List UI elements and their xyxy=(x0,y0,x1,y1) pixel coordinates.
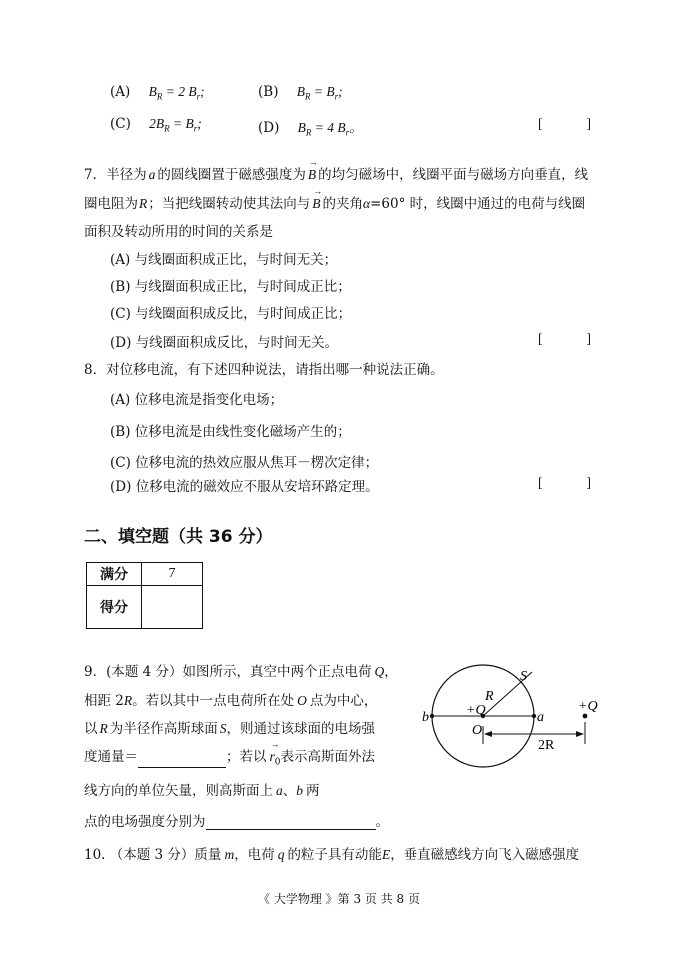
q9-line4 xyxy=(84,745,375,768)
q9-field-blank[interactable] xyxy=(206,815,376,830)
q7-stem-line3: 面积及转动所用的时间的关系是 xyxy=(84,224,273,240)
answer-bracket-q8[interactable] xyxy=(538,475,591,491)
option-label: (A) xyxy=(110,84,131,100)
option-text: 位移电流是指变化电场； xyxy=(134,392,284,408)
arrowhead-right xyxy=(576,731,584,737)
label-plusQ-right: +Q xyxy=(578,699,598,714)
bracket-right: ] xyxy=(586,331,591,346)
q6-option-c xyxy=(110,116,202,134)
q10-var-q: q xyxy=(277,847,285,862)
q7-var-alpha: α xyxy=(363,196,371,211)
q9-line5 xyxy=(84,779,320,799)
option-label: (B) xyxy=(110,424,131,440)
label-R: R xyxy=(485,689,494,704)
label-b: b xyxy=(422,710,429,725)
bracket-right: ] xyxy=(586,116,591,131)
q9-text: 为半径作高斯球面 xyxy=(109,721,218,737)
q9-text: ；若以 xyxy=(226,749,267,765)
q7-text: ；当把线圈转动使其法向与 xyxy=(148,196,311,212)
q7-var-B-vector: → B xyxy=(308,167,316,183)
option-label: (A) xyxy=(110,392,131,408)
option-label: (B) xyxy=(110,279,131,295)
label-S: S xyxy=(520,669,527,684)
option-label: (C) xyxy=(110,306,131,322)
bracket-right: ] xyxy=(586,475,591,490)
q9-text: 点的电场强度分别为 xyxy=(84,814,206,830)
q9-text: 点为中心， xyxy=(309,693,378,709)
q10-text: ，电荷 xyxy=(234,847,275,863)
answer-bracket-q7[interactable] xyxy=(538,331,591,347)
point-b xyxy=(430,714,434,718)
q10-text: 的粒子具有动能 xyxy=(287,847,382,863)
q9-var-a: a xyxy=(276,783,283,798)
q9-var-R: R xyxy=(123,693,133,708)
label-2R: 2R xyxy=(538,738,555,753)
option-text: 位移电流的热效应服从焦耳－楞次定律； xyxy=(135,455,379,471)
label-a: a xyxy=(537,710,544,725)
q9-text: 两 xyxy=(306,783,320,799)
q9-flux-blank[interactable] xyxy=(138,753,226,768)
q9-text: 以 xyxy=(84,721,98,737)
q9-text: 相距 2 xyxy=(84,693,124,709)
got-score-value[interactable] xyxy=(142,586,203,629)
q10-text: 10. （本题 3 分）质量 xyxy=(84,847,222,863)
q7-option-b xyxy=(110,275,351,295)
charge-right-dot xyxy=(583,714,588,719)
page-footer: 《 大学物理 》第 3 页 共 8 页 xyxy=(258,892,420,906)
option-label: (D) xyxy=(110,479,132,495)
q9-text: 度通量＝ xyxy=(84,749,138,765)
option-text: $B_R = 4$ $B_r$。 xyxy=(297,120,363,138)
q9-gauss-sphere-diagram xyxy=(410,660,630,780)
option-text: $B_R = B_r$; xyxy=(296,84,343,102)
q7-var-R: R xyxy=(139,196,148,211)
q9-var-R: R xyxy=(99,721,108,736)
q9-line2 xyxy=(84,689,377,709)
q9-line1 xyxy=(84,660,398,680)
q8-stem: 8．对位移电流，有下述四种说法，请指出哪一种说法正确。 xyxy=(84,362,444,378)
option-text: 位移电流是由线性变化磁场产生的； xyxy=(134,424,351,440)
q7-text: 圈电阻为 xyxy=(84,196,138,212)
q9-var-S: S xyxy=(219,721,227,736)
label-plusQ-left: +Q xyxy=(466,703,486,718)
point-a xyxy=(532,714,536,718)
q10-stem xyxy=(84,843,579,863)
q9-text: 9．(本题 4 分）如图所示，真空中两个正点电荷 xyxy=(84,664,372,680)
q7-text: =60° 时，线圈中通过的电荷与线圈 xyxy=(370,196,586,212)
q7-option-a xyxy=(110,248,337,268)
q8-option-b xyxy=(110,420,351,440)
got-score-label: 得分 xyxy=(87,586,142,629)
q7-stem-line1 xyxy=(84,163,588,183)
q7-option-c xyxy=(110,302,351,322)
q9-sub-0: 0 xyxy=(274,757,281,768)
label-O: O xyxy=(472,723,483,738)
option-text: 与线圈面积成正比，与时间无关； xyxy=(134,252,338,268)
full-score-value: 7 xyxy=(142,563,203,586)
q9-text: 、 xyxy=(282,783,297,799)
option-text: $B_R = 2$ $B_r$; xyxy=(148,84,205,102)
score-table xyxy=(86,562,203,629)
q9-text: ， xyxy=(384,664,398,680)
option-label: (B) xyxy=(258,84,279,100)
option-label: (D) xyxy=(110,335,132,351)
q7-text: 的均匀磁场中，线圈平面与磁场方向垂直，线 xyxy=(318,167,589,183)
answer-bracket-q6[interactable] xyxy=(538,116,591,132)
q9-text: 。 xyxy=(375,814,389,830)
q10-var-E: E xyxy=(381,847,391,862)
q10-text: ，垂直磁感线方向飞入磁感强度 xyxy=(390,847,580,863)
q9-text: 。若以其中一点电荷所在处 xyxy=(132,693,295,709)
q9-line6 xyxy=(84,810,389,830)
q7-option-d xyxy=(110,331,338,351)
q7-text: 的夹角 xyxy=(322,196,363,212)
section-title: 二、填空题（共 36 分） xyxy=(84,527,273,547)
q9-var-Q: Q xyxy=(374,664,385,679)
arrowhead-left xyxy=(484,731,492,737)
bracket-left: [ xyxy=(538,116,543,131)
q6-option-a xyxy=(110,84,205,102)
q7-text: 的圆线圈置于磁感强度为 xyxy=(157,167,306,183)
bracket-left: [ xyxy=(538,331,543,346)
q6-option-d xyxy=(258,116,363,138)
option-text: 位移电流的磁效应不服从安培环路定理。 xyxy=(135,479,379,495)
option-text: 与线圈面积成反比，与时间成正比； xyxy=(135,306,352,322)
option-label: (C) xyxy=(110,116,131,132)
q7-var-a: a xyxy=(148,167,156,182)
q7-text: 7．半径为 xyxy=(84,167,147,183)
q9-var-O: O xyxy=(297,693,307,708)
option-label: (A) xyxy=(110,252,131,268)
q9-var-r0-vector: → r xyxy=(270,749,275,765)
q9-text: 表示高斯面外法 xyxy=(280,749,375,765)
q10-var-m: m xyxy=(224,847,235,862)
option-text: 与线圈面积成正比，与时间成正比； xyxy=(134,279,351,295)
q9-line3 xyxy=(84,717,375,737)
q7-var-B-vector: → B xyxy=(312,196,320,212)
q7-stem-line2 xyxy=(84,192,585,212)
q8-option-c xyxy=(110,451,378,471)
option-text: $2B_R = B_r$; xyxy=(149,116,202,134)
option-label: (D) xyxy=(258,120,280,136)
q8-option-a xyxy=(110,388,283,408)
option-text: 与线圈面积成反比，与时间无关。 xyxy=(135,335,339,351)
full-score-label: 满分 xyxy=(87,563,142,586)
q9-text: 线方向的单位矢量，则高斯面上 xyxy=(84,783,273,799)
q6-option-b xyxy=(258,84,343,102)
q9-var-b: b xyxy=(296,783,303,798)
bracket-left: [ xyxy=(538,475,543,490)
q9-text: ，则通过该球面的电场强 xyxy=(226,721,375,737)
q8-option-d xyxy=(110,475,379,495)
option-label: (C) xyxy=(110,455,131,471)
